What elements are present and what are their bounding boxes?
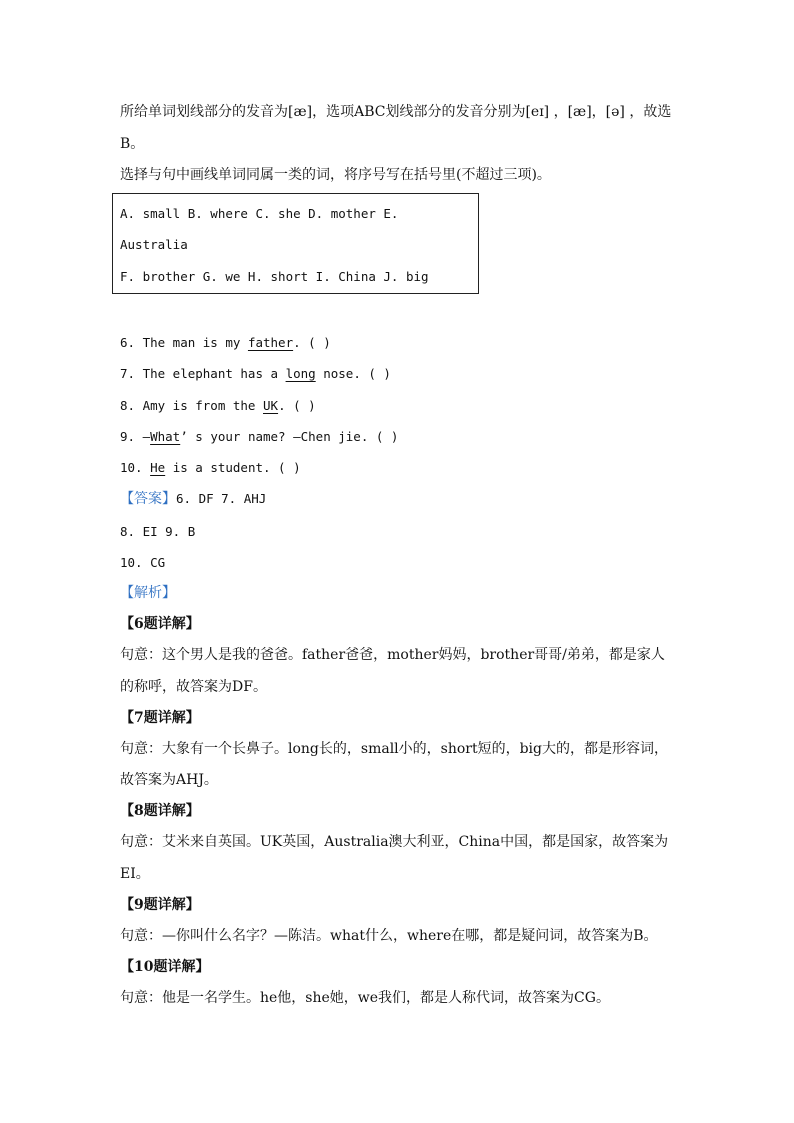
word-box-row-3: F. brother G. we H. short I. China J. big — [120, 269, 429, 284]
intro-line-1: 所给单词划线部分的发音为[æ]，选项ABC划线部分的发音分别为[eɪ] ，[æ]，[ə] ，故选 — [120, 104, 672, 120]
detail-7-heading: 【7题详解】 — [120, 710, 200, 726]
word-box-row-1: A. small B. where C. she D. mother E. — [120, 206, 399, 221]
detail-10-line-1: 句意：他是一名学生。he他，she她，we我们，都是人称代词，故答案为CG。 — [120, 990, 610, 1006]
question-text: 7. The elephant has a — [120, 366, 286, 381]
question-8 — [120, 397, 316, 415]
answer-line-1 — [120, 490, 266, 508]
answer-line-3: 10. CG — [120, 555, 166, 570]
answer-line-2: 8. EI 9. B — [120, 524, 196, 539]
detail-6-line-1: 句意：这个男人是我的爸爸。father爸爸，mother妈妈，brother哥哥/弟弟，都是家人 — [120, 647, 665, 663]
analysis-tag: 【解析】 — [120, 585, 176, 601]
intro-line-2: B。 — [120, 136, 145, 152]
detail-9-heading: 【9题详解】 — [120, 897, 200, 913]
question-text: . ( ) — [293, 335, 331, 350]
detail-6-line-2: 的称呼，故答案为DF。 — [120, 679, 267, 695]
detail-9-line-1: 句意：—你叫什么名字？—陈洁。what什么，where在哪，都是疑问词，故答案为B。 — [120, 928, 658, 944]
word-box-row-2: Australia — [120, 237, 188, 252]
detail-8-line-2: EI。 — [120, 866, 150, 882]
question-text: . ( ) — [278, 398, 316, 413]
question-text: 9. — — [120, 429, 151, 444]
word-choice-box — [112, 193, 479, 294]
answer-text: 6. DF 7. AHJ — [176, 491, 267, 506]
underlined-word: What — [150, 429, 181, 444]
question-text: is a student. ( ) — [165, 460, 301, 475]
question-text: ’ s your name? —Chen jie. ( ) — [180, 429, 399, 444]
underlined-word: He — [150, 460, 166, 475]
question-text: nose. ( ) — [315, 366, 391, 381]
detail-10-heading: 【10题详解】 — [120, 959, 210, 975]
detail-7-line-2: 故答案为AHJ。 — [120, 772, 218, 788]
answer-tag: 【答案】 — [120, 491, 176, 507]
question-6 — [120, 334, 331, 352]
detail-6-heading: 【6题详解】 — [120, 616, 200, 632]
detail-7-line-1: 句意：大象有一个长鼻子。long长的，small小的，short短的，big大的，都是形容词， — [120, 741, 668, 757]
detail-8-line-1: 句意：艾米来自英国。UK英国，Australia澳大利亚，China中国，都是国家，故答案为 — [120, 834, 669, 850]
question-10 — [120, 459, 301, 477]
underlined-word: long — [285, 366, 316, 381]
underlined-word: UK — [263, 398, 279, 413]
question-9 — [120, 428, 398, 446]
instruction: 选择与句中画线单词同属一类的词，将序号写在括号里(不超过三项)。 — [120, 167, 551, 183]
question-text: 8. Amy is from the — [120, 398, 263, 413]
question-text: 6. The man is my — [120, 335, 248, 350]
underlined-word: father — [247, 335, 294, 350]
question-text: 10. — [120, 460, 151, 475]
question-7 — [120, 365, 391, 383]
detail-8-heading: 【8题详解】 — [120, 803, 200, 819]
